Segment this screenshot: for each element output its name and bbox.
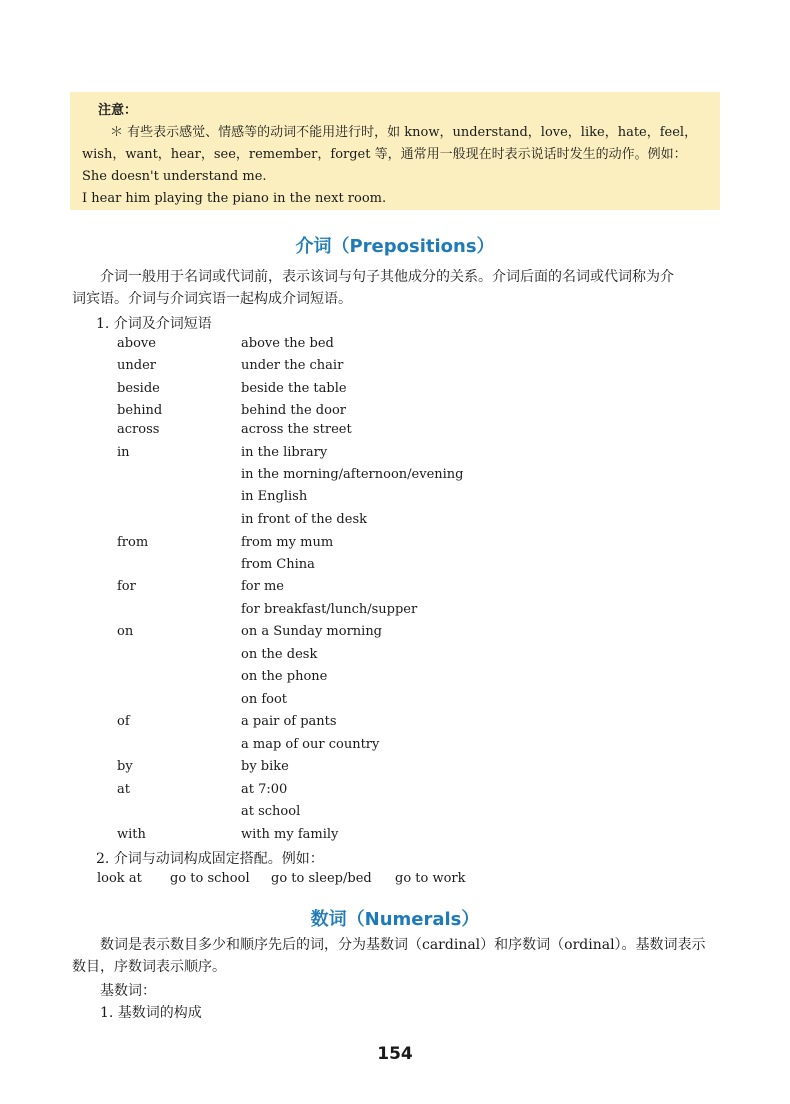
preposition-phrase: under the chair — [241, 358, 344, 373]
preposition-word: beside — [117, 381, 160, 396]
preposition-phrase: on a Sunday morning — [241, 624, 383, 639]
intro-line: 数目，序数词表示顺序。 — [72, 959, 226, 975]
preposition-phrase: above the bed — [241, 336, 334, 351]
prepositions-intro — [72, 266, 720, 310]
preposition-word: behind — [117, 403, 163, 418]
preposition-word: with — [117, 827, 146, 842]
preposition-phrase: a map of our country — [241, 737, 380, 752]
preposition-phrase: by bike — [241, 759, 289, 774]
preposition-phrase: for breakfast/lunch/supper — [241, 602, 418, 617]
preposition-phrase: in English — [241, 489, 308, 504]
note-example: She doesn't understand me. — [82, 169, 267, 184]
note-text-line: ＊ 有些表示感觉、情感等的动词不能用进行时，如 know，understand，love，like，hate，feel， — [110, 125, 698, 140]
preposition-phrase: on the phone — [241, 669, 328, 684]
preposition-phrase: on foot — [241, 692, 288, 707]
note-title: 注意： — [98, 103, 138, 118]
preposition-word: across — [117, 422, 160, 437]
subheading: 1. 基数词的构成 — [100, 1005, 202, 1021]
preposition-phrase: at school — [241, 804, 301, 819]
preposition-phrase: at 7:00 — [241, 782, 288, 797]
preposition-word: above — [117, 336, 156, 351]
preposition-word: of — [117, 714, 130, 729]
phrase-item: look at — [97, 871, 142, 886]
preposition-phrase: beside the table — [241, 381, 347, 396]
note-example: I hear him playing the piano in the next room. — [82, 191, 387, 206]
preposition-phrase: in the morning/afternoon/evening — [241, 467, 464, 482]
note-text-line: wish，want，hear，see，remember，forget 等，通常用一般现在时表示说话时发生的动作。例如： — [82, 147, 687, 162]
preposition-phrase: a pair of pants — [241, 714, 337, 729]
intro-line: 词宾语。介词与介词宾语一起构成介词短语。 — [72, 291, 352, 307]
phrase-item: go to work — [395, 871, 466, 886]
section-title-prepositions: 介词（Prepositions） — [295, 236, 495, 257]
preposition-word: on — [117, 624, 134, 639]
preposition-word: for — [117, 579, 136, 594]
preposition-word: at — [117, 782, 130, 797]
subheading: 2. 介词与动词构成固定搭配。例如： — [96, 851, 324, 867]
preposition-phrase: on the desk — [241, 647, 318, 662]
preposition-word: under — [117, 358, 156, 373]
section-title-numerals: 数词（Numerals） — [310, 909, 480, 930]
preposition-phrase: across the street — [241, 422, 352, 437]
phrase-item: go to school — [170, 871, 250, 886]
note-box — [70, 92, 720, 210]
preposition-phrase: for me — [241, 579, 285, 594]
preposition-phrase: from China — [241, 557, 315, 572]
preposition-phrase: behind the door — [241, 403, 346, 418]
preposition-phrase: from my mum — [241, 535, 334, 550]
preposition-phrase: in front of the desk — [241, 512, 368, 527]
subheading: 1. 介词及介词短语 — [96, 316, 212, 332]
numerals-intro — [72, 934, 725, 978]
page-number: 154 — [377, 1044, 413, 1064]
preposition-word: by — [117, 759, 133, 774]
subheading: 基数词： — [100, 983, 156, 999]
preposition-word: in — [117, 445, 130, 460]
preposition-phrase: with my family — [241, 827, 339, 842]
intro-line: 数词是表示数目多少和顺序先后的词，分为基数词（cardinal）和序数词（ordinal）。基数词表示 — [100, 937, 706, 953]
phrase-item: go to sleep/bed — [271, 871, 372, 886]
preposition-word: from — [117, 535, 149, 550]
intro-line: 介词一般用于名词或代词前，表示该词与句子其他成分的关系。介词后面的名词或代词称为介 — [100, 269, 674, 285]
preposition-phrase: in the library — [241, 445, 328, 460]
